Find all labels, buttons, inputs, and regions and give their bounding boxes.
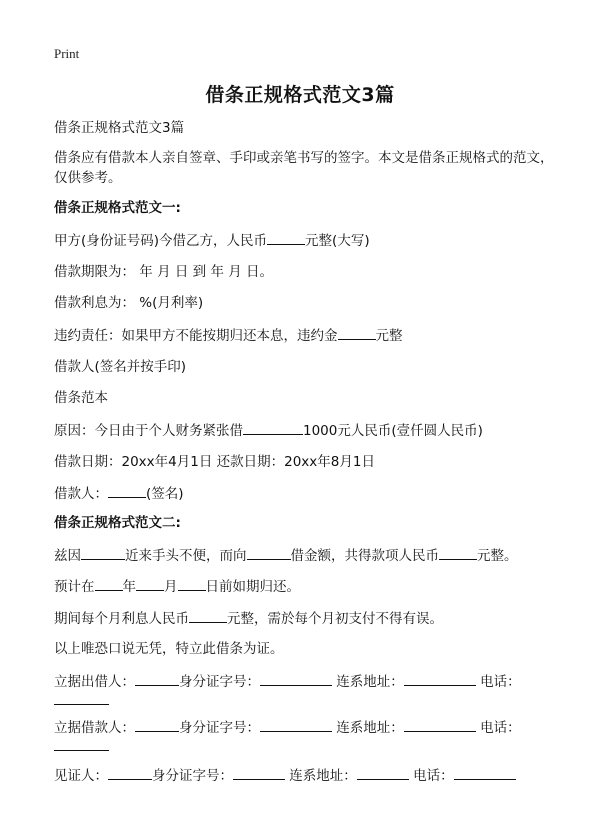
blank <box>404 671 476 686</box>
lender-addr-label: 连系地址： <box>336 674 404 690</box>
s2-line2 <box>54 576 554 597</box>
blank <box>357 765 409 780</box>
blank <box>454 765 516 780</box>
lender-id-label: 身分证字号： <box>179 674 260 690</box>
s1-line7 <box>54 420 554 441</box>
blank <box>135 671 179 686</box>
s2-line1-text-d: 元整。 <box>477 548 518 564</box>
borrower-phone-blank-line <box>54 736 554 757</box>
s1-line6: 借条范本 <box>54 390 108 406</box>
s1-line4 <box>54 325 554 346</box>
lender-phone-label: 电话： <box>480 674 521 690</box>
intro-paragraph: 借条应有借款本人亲自签章、手印或亲笔书写的签字。本文是借条正规格式的范文，仅供参考。 <box>54 150 554 186</box>
borrower-addr-label: 连系地址： <box>336 720 404 736</box>
blank <box>404 717 476 732</box>
blank <box>136 576 164 591</box>
s1-line1-text-b: 元整(大写) <box>305 233 370 249</box>
lender-line <box>54 671 554 692</box>
blank <box>108 483 146 498</box>
s1-line2: 借款期限为： 年 月 日 到 年 月 日。 <box>54 264 274 280</box>
section1-heading: 借条正规格式范文一: <box>54 200 181 216</box>
s1-line4-text-b: 元整 <box>375 328 403 344</box>
blank <box>243 420 303 435</box>
borrower-label: 立据借款人： <box>54 720 135 736</box>
s1-line3: 借款利息为： %(月利率) <box>54 295 204 311</box>
blank <box>108 765 152 780</box>
lender-label: 立据出借人： <box>54 674 135 690</box>
s2-line4: 以上唯恐口说无凭，特立此借条为证。 <box>54 641 284 657</box>
s1-line1 <box>54 230 554 251</box>
s2-line1-text-b: 近来手头不便，而向 <box>125 548 247 564</box>
lender-phone-blank-line <box>54 690 554 711</box>
blank <box>81 545 125 560</box>
print-link[interactable]: Print <box>54 46 80 61</box>
borrower-id-label: 身分证字号： <box>179 720 260 736</box>
s1-line5: 借款人(签名并按手印) <box>54 359 187 375</box>
blank <box>189 608 227 623</box>
s2-line3 <box>54 608 554 629</box>
s2-line1-text-c: 借金额，共得款项人民币 <box>290 548 439 564</box>
s2-line1 <box>54 545 554 566</box>
borrower-phone-label: 电话： <box>480 720 521 736</box>
s1-line7-text-a: 原因：今日由于个人财务紧张借 <box>54 423 243 439</box>
s1-line8: 借款日期：20xx年4月1日 还款日期：20xx年8月1日 <box>54 454 375 470</box>
s2-line3-text-a: 期间每个月利息人民币 <box>54 611 189 627</box>
s2-line2-text-a: 预计在 <box>54 579 95 595</box>
blank <box>267 230 305 245</box>
witness-label: 见证人： <box>54 768 108 784</box>
s2-line3-text-b: 元整，需於每个月初支付不得有误。 <box>227 611 443 627</box>
s1-line9-text-b: (签名) <box>146 486 184 502</box>
subtitle: 借条正规格式范文3篇 <box>54 120 185 136</box>
s1-line1-text-a: 甲方(身份证号码)今借乙方，人民币 <box>54 233 268 249</box>
witness-line <box>54 765 554 786</box>
s2-line2-text-b: 年 <box>122 579 136 595</box>
blank <box>439 545 477 560</box>
blank <box>233 765 285 780</box>
blank <box>54 736 109 751</box>
s2-line2-text-c: 月 <box>164 579 178 595</box>
witness-phone-label: 电话： <box>413 768 454 784</box>
blank <box>260 671 332 686</box>
blank <box>260 717 332 732</box>
s2-line1-text-a: 兹因 <box>54 548 81 564</box>
page-title: 借条正规格式范文3篇 <box>205 84 395 106</box>
section2-heading: 借条正规格式范文二: <box>54 515 181 531</box>
blank <box>338 325 376 340</box>
s1-line4-text-a: 违约责任：如果甲方不能按期归还本息，违约金 <box>54 328 338 344</box>
blank <box>135 717 179 732</box>
blank <box>54 690 109 705</box>
s1-line9 <box>54 483 554 504</box>
blank <box>247 545 291 560</box>
s1-line9-text-a: 借款人： <box>54 486 108 502</box>
borrower-line <box>54 717 554 738</box>
s2-line2-text-d: 日前如期归还。 <box>205 579 300 595</box>
blank <box>178 576 206 591</box>
witness-addr-label: 连系地址： <box>289 768 357 784</box>
s1-line7-text-b: 1000元人民币(壹仟圆人民币) <box>303 423 483 439</box>
witness-id-label: 身分证字号： <box>152 768 233 784</box>
blank <box>95 576 123 591</box>
